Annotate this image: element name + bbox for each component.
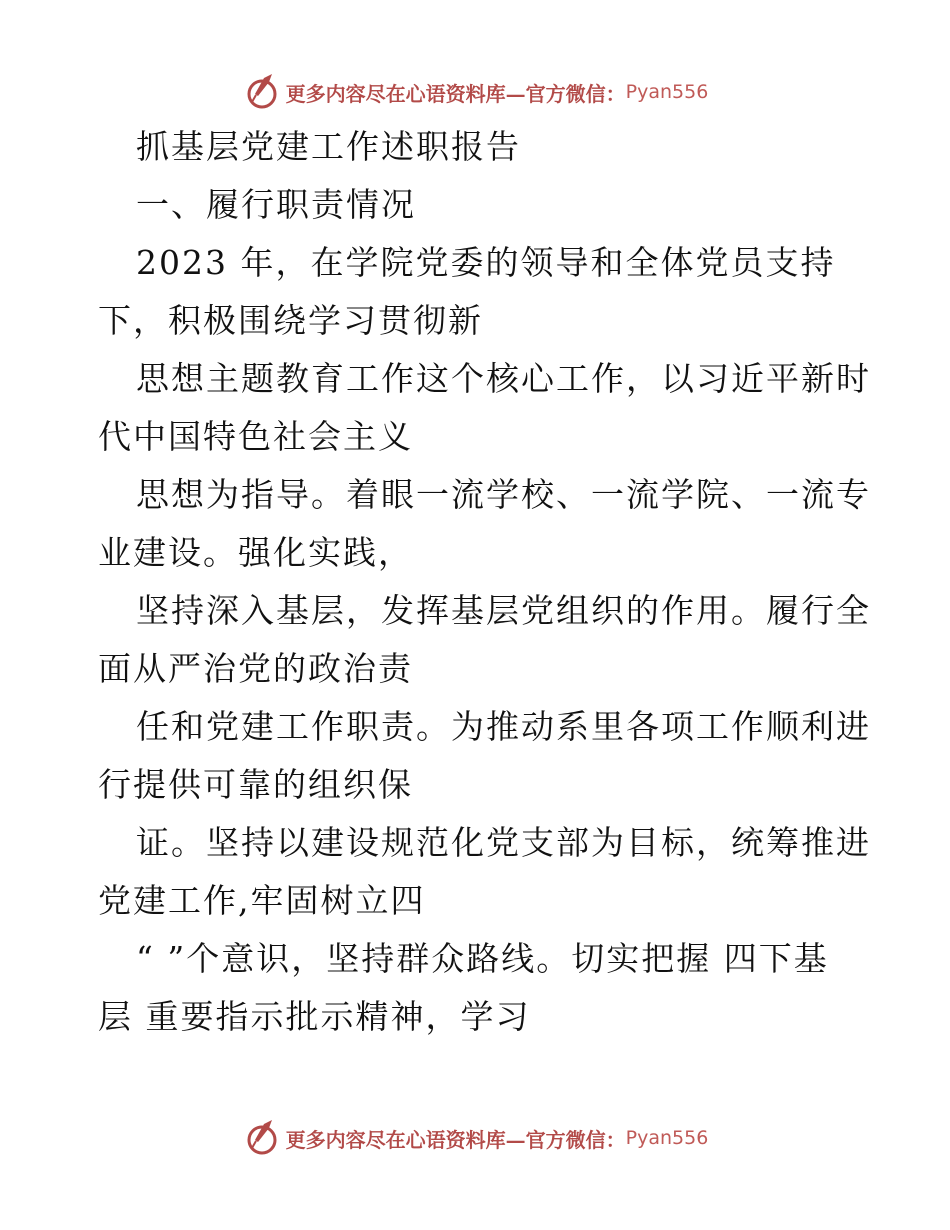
body-line: 业建设。强化实践， (98, 533, 413, 572)
watermark-text: 更多内容尽在心语资料库—官方微信： (285, 81, 626, 106)
section-heading: 一、履行职责情况 (136, 185, 416, 224)
body-line: 思想主题教育工作这个核心工作，以习近平新时 (136, 359, 871, 398)
document-body (98, 118, 871, 1046)
quill-logo-icon (242, 1118, 282, 1158)
header-watermark (0, 72, 950, 112)
body-line: 任和党建工作职责。为推动系里各项工作顺利进 (136, 707, 871, 746)
body-line: 坚持深入基层，发挥基层党组织的作用。履行全 (136, 591, 871, 630)
quill-logo-icon (242, 72, 282, 112)
footer-watermark (0, 1118, 950, 1158)
watermark-wechat-id: Pyan556 (625, 81, 709, 103)
document-title: 抓基层党建工作述职报告 (136, 127, 521, 166)
body-line: 证。坚持以建设规范化党支部为目标，统筹推进 (136, 823, 871, 862)
watermark-text: 更多内容尽在心语资料库—官方微信： (285, 1127, 626, 1152)
body-line: 面从严治党的政治责 (98, 649, 413, 688)
body-line: 代中国特色社会主义 (98, 417, 413, 456)
body-line: 层 重要指示批示精神，学习 (98, 997, 531, 1036)
body-line: 党建工作,牢固树立四 (98, 881, 426, 920)
body-line: 2023 年，在学院党委的领导和全体党员支持 (136, 243, 836, 282)
body-line: 思想为指导。着眼一流学校、一流学院、一流专 (136, 475, 871, 514)
body-line: 行提供可靠的组织保 (98, 765, 413, 804)
body-line: 下，积极围绕学习贯彻新 (98, 301, 483, 340)
body-line: “ ”个意识，坚持群众路线。切实把握 四下基 (136, 939, 829, 978)
watermark-wechat-id: Pyan556 (625, 1127, 709, 1149)
